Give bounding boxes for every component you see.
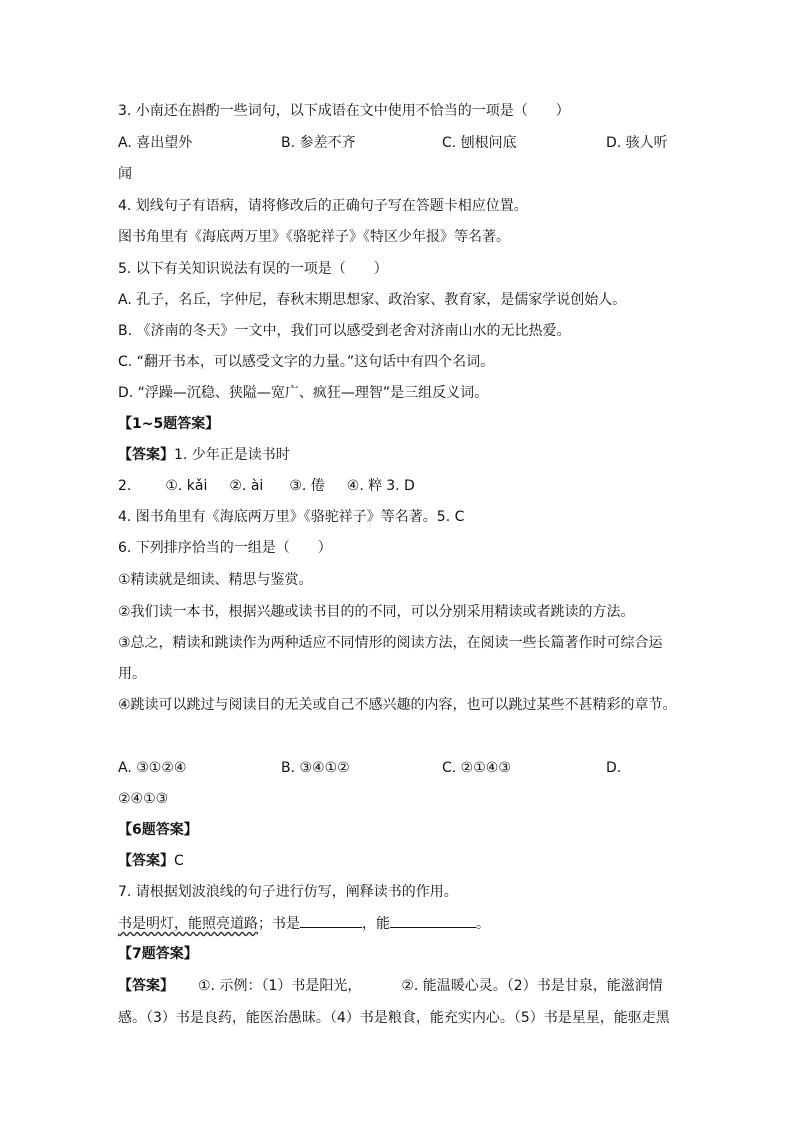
q6-answer xyxy=(118,851,184,871)
q3-option-a: A. 喜出望外 xyxy=(118,135,193,151)
q6-item-4: ④跳读可以跳过与阅读目的无关或自己不感兴趣的内容，也可以跳过某些不甚精彩的章节。 xyxy=(118,697,677,713)
answer-2-num: 2. xyxy=(118,478,132,494)
q6-item-3-wrap: 用。 xyxy=(118,666,146,682)
q5-option-c: C. “翻开书本，可以感受文字的力量。”这句话中有四个名词。 xyxy=(118,354,495,370)
answer-label: 【答案】 xyxy=(118,447,174,463)
q4-stem: 4. 划线句子有语病，请将修改后的正确句子写在答题卡相应位置。 xyxy=(118,198,528,214)
q6-option-a: A. ③①②④ xyxy=(118,760,187,776)
q7-end: 。 xyxy=(476,916,490,932)
q6-option-b: B. ③④①② xyxy=(281,760,350,776)
q6-option-d-wrap: ②④①③ xyxy=(118,791,169,807)
q6-answer-value: C xyxy=(174,853,184,869)
q7-blank-1[interactable] xyxy=(300,913,362,928)
q5-option-a: A. 孔子，名丘，字仲尼，春秋末期思想家、政治家、教育家，是儒家学说创始人。 xyxy=(118,292,627,308)
answers-1-5-line2 xyxy=(118,476,415,496)
q7-blank-2[interactable] xyxy=(390,913,476,928)
q7-stem: 7. 请根据划波浪线的句子进行仿写，阐释读书的作用。 xyxy=(118,884,458,900)
q5-option-b: B. 《济南的冬天》一文中，我们可以感受到老舍对济南山水的无比热爱。 xyxy=(118,323,571,339)
q3-stem: 3. 小南还在斟酌一些词句，以下成语在文中使用不恰当的一项是（ ） xyxy=(118,103,570,119)
answer-2-item-1: ①. kǎi xyxy=(165,478,208,494)
q7-sep: ；书是 xyxy=(258,916,300,932)
q5-option-d: D. “浮躁—沉稳、狭隘—宽广、疯狂—理智”是三组反义词。 xyxy=(118,385,489,401)
answers-1-5-line1 xyxy=(118,445,290,465)
answer-2-item-3: ③. 倦 xyxy=(289,478,325,494)
q6-option-c: C. ②①④③ xyxy=(442,760,511,776)
q7-answer-line1 xyxy=(118,976,663,996)
answer-label: 【答案】 xyxy=(118,853,174,869)
q7-mid: ，能 xyxy=(362,916,390,932)
answer-3: 3. D xyxy=(386,478,415,494)
q6-item-1: ①精读就是细读、精思与鉴赏。 xyxy=(118,572,313,588)
q3-option-b: B. 参差不齐 xyxy=(281,135,356,151)
q7-model-sentence xyxy=(118,913,490,934)
q3-option-d-wrap: 闻 xyxy=(118,166,132,182)
q6-stem: 6. 下列排序恰当的一组是（ ） xyxy=(118,540,332,556)
q7-answer-part1: ①. 示例：（1）书是阳光， xyxy=(198,978,362,994)
q3-option-c: C. 刨根问底 xyxy=(442,135,517,151)
answer-label: 【答案】 xyxy=(118,978,174,994)
q6-option-d: D. xyxy=(606,760,622,776)
q7-answer-part2: ②. 能温暖心灵。（2）书是甘泉，能滋润情 xyxy=(401,978,663,994)
q4-sentence: 图书角里有《海底两万里》《骆驼祥子》《特区少年报》等名著。 xyxy=(118,229,510,245)
answers-1-5-line3: 4. 图书角里有《海底两万里》《骆驼祥子》等名著。5. C xyxy=(118,509,465,525)
q6-item-2: ②我们读一本书，根据兴趣或读书目的的不同，可以分别采用精读或者跳读的方法。 xyxy=(118,604,635,620)
q6-item-3: ③总之，精读和跳读作为两种适应不同情形的阅读方法，在阅读一些长篇著作时可综合运 xyxy=(118,635,663,651)
answer-2-item-2: ②. ài xyxy=(229,478,264,494)
answers-1-5-header: 【1~5题答案】 xyxy=(118,416,220,432)
q6-answer-header: 【6题答案】 xyxy=(118,822,198,838)
q5-stem: 5. 以下有关知识说法有误的一项是（ ） xyxy=(118,261,388,277)
q7-answer-line2: 感。（3）书是良药，能医治愚昧。（4）书是粮食，能充实内心。（5）书是星星，能驱走黑 xyxy=(118,1010,670,1026)
answer-1: 1. 少年正是读书时 xyxy=(174,447,290,463)
q7-answer-header: 【7题答案】 xyxy=(118,946,198,962)
answer-2-item-4: ④. 粹 xyxy=(346,478,383,494)
q3-option-d: D. 骇人听 xyxy=(606,135,668,151)
q7-wavy-sentence: 书是明灯，能照亮道路 xyxy=(118,916,258,932)
